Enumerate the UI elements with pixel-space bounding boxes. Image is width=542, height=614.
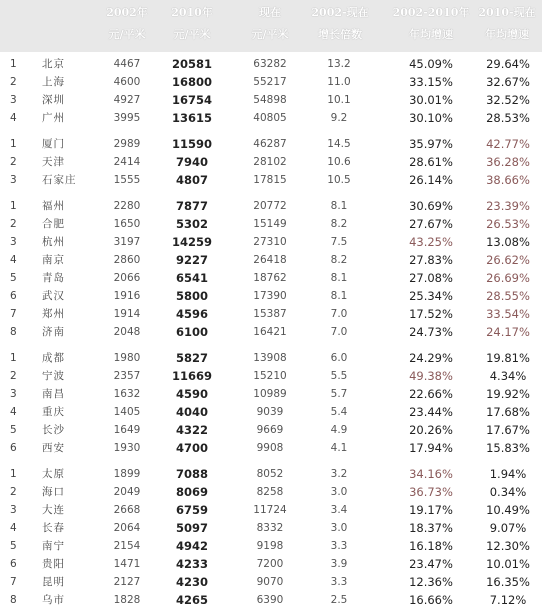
cell-city: 天津 [42, 156, 65, 168]
cell-mult: 8.2 [330, 254, 348, 266]
cell-p2002: 1916 [113, 290, 141, 302]
cell-city: 重庆 [42, 406, 65, 418]
table-row [0, 305, 542, 323]
cell-p2002: 2668 [113, 504, 141, 516]
cell-rank: 3 [10, 388, 17, 400]
cell-now: 9039 [256, 406, 284, 418]
header-growth2-line2: 年均增速 [485, 28, 529, 41]
cell-rank: 1 [10, 352, 17, 364]
header-2002 [92, 2, 162, 46]
cell-g1: 27.83% [409, 253, 453, 267]
cell-p2002: 1632 [113, 388, 141, 400]
cell-p2010: 6759 [175, 503, 208, 517]
cell-g1: 30.10% [409, 111, 453, 125]
cell-p2002: 1828 [113, 594, 141, 606]
table-row [0, 269, 542, 287]
cell-p2010: 5827 [175, 351, 208, 365]
cell-g1: 16.18% [409, 539, 453, 553]
cell-p2010: 9227 [175, 253, 208, 267]
header-now-line1: 现在 [259, 6, 281, 19]
cell-city: 乌市 [42, 594, 65, 606]
cell-city: 青岛 [42, 272, 65, 284]
cell-g1: 22.66% [409, 387, 453, 401]
cell-mult: 3.0 [330, 522, 348, 534]
table-row [0, 465, 542, 483]
header-growth-2010-now [472, 2, 542, 46]
cell-now: 8332 [256, 522, 284, 534]
table-row [0, 153, 542, 171]
cell-g2: 0.34% [489, 485, 527, 499]
cell-g2: 26.62% [486, 253, 530, 267]
tier-group [0, 132, 542, 194]
cell-g1: 36.73% [409, 485, 453, 499]
cell-mult: 3.2 [330, 468, 348, 480]
cell-rank: 5 [10, 540, 17, 552]
cell-mult: 9.2 [330, 112, 348, 124]
cell-p2002: 3197 [113, 236, 141, 248]
cell-rank: 6 [10, 290, 17, 302]
header-growth2-line1: 2010-现在 [478, 6, 536, 19]
cell-p2010: 4590 [175, 387, 208, 401]
cell-g1: 30.69% [409, 199, 453, 213]
cell-now: 15210 [253, 370, 287, 382]
cell-now: 7200 [256, 558, 284, 570]
table-header [0, 0, 542, 52]
cell-p2002: 2357 [113, 370, 141, 382]
cell-rank: 2 [10, 486, 17, 498]
cell-mult: 3.0 [330, 486, 348, 498]
cell-rank: 6 [10, 558, 17, 570]
cell-city: 济南 [42, 326, 65, 338]
tier-group [0, 346, 542, 462]
cell-g1: 20.26% [409, 423, 453, 437]
cell-g1: 19.17% [409, 503, 453, 517]
cell-p2002: 2280 [113, 200, 141, 212]
cell-mult: 10.1 [327, 94, 351, 106]
cell-p2010: 20581 [171, 57, 212, 71]
cell-city: 太原 [42, 468, 65, 480]
cell-now: 11724 [253, 504, 287, 516]
cell-mult: 3.9 [330, 558, 348, 570]
table-row [0, 591, 542, 609]
table-row [0, 385, 542, 403]
cell-city: 郑州 [42, 308, 65, 320]
cell-p2002: 2064 [113, 522, 141, 534]
cell-g1: 33.15% [409, 75, 453, 89]
cell-mult: 5.4 [330, 406, 348, 418]
cell-city: 大连 [42, 504, 65, 516]
cell-g1: 23.44% [409, 405, 453, 419]
cell-now: 15149 [253, 218, 287, 230]
cell-p2010: 5800 [175, 289, 208, 303]
table-row [0, 573, 542, 591]
header-multiple-line2: 增长倍数 [318, 28, 362, 41]
cell-p2002: 2989 [113, 138, 141, 150]
header-2010-line2: 元/平米 [173, 28, 211, 41]
cell-g2: 16.35% [486, 575, 530, 589]
cell-city: 西安 [42, 442, 65, 454]
cell-city: 南宁 [42, 540, 65, 552]
cell-g2: 4.34% [489, 369, 527, 383]
cell-p2002: 1555 [113, 174, 141, 186]
cell-p2010: 13615 [171, 111, 212, 125]
table-row [0, 349, 542, 367]
cell-g1: 35.97% [409, 137, 453, 151]
cell-rank: 3 [10, 236, 17, 248]
cell-mult: 8.2 [330, 218, 348, 230]
cell-g1: 34.16% [409, 467, 453, 481]
cell-city: 长沙 [42, 424, 65, 436]
cell-g1: 24.73% [409, 325, 453, 339]
cell-rank: 4 [10, 112, 17, 124]
cell-mult: 8.1 [330, 272, 348, 284]
cell-g2: 19.92% [486, 387, 530, 401]
cell-g1: 27.67% [409, 217, 453, 231]
cell-now: 9198 [256, 540, 284, 552]
cell-p2010: 16754 [171, 93, 212, 107]
cell-p2010: 5302 [175, 217, 208, 231]
cell-rank: 1 [10, 138, 17, 150]
cell-mult: 7.0 [330, 308, 348, 320]
cell-city: 广州 [42, 112, 65, 124]
cell-city: 成都 [42, 352, 65, 364]
cell-g1: 12.36% [409, 575, 453, 589]
header-2010-line1: 2010年 [171, 6, 213, 19]
table-row [0, 439, 542, 457]
cell-g2: 23.39% [486, 199, 530, 213]
cell-g1: 17.94% [409, 441, 453, 455]
header-growth1-line2: 年均增速 [409, 28, 453, 41]
cell-now: 55217 [253, 76, 287, 88]
cell-p2002: 2049 [113, 486, 141, 498]
cell-now: 40805 [253, 112, 287, 124]
cell-p2010: 4265 [175, 593, 208, 607]
cell-now: 8258 [256, 486, 284, 498]
cell-g1: 23.47% [409, 557, 453, 571]
cell-p2010: 7088 [175, 467, 208, 481]
header-2010 [157, 2, 227, 46]
cell-g2: 13.08% [486, 235, 530, 249]
cell-rank: 4 [10, 406, 17, 418]
table-row [0, 519, 542, 537]
cell-g1: 17.52% [409, 307, 453, 321]
cell-mult: 5.7 [330, 388, 348, 400]
cell-p2002: 2048 [113, 326, 141, 338]
cell-g2: 12.30% [486, 539, 530, 553]
cell-g2: 24.17% [486, 325, 530, 339]
cell-g2: 7.12% [489, 593, 527, 607]
cell-g1: 26.14% [409, 173, 453, 187]
cell-g2: 33.54% [486, 307, 530, 321]
cell-rank: 4 [10, 522, 17, 534]
cell-p2010: 4233 [175, 557, 208, 571]
cell-mult: 3.3 [330, 576, 348, 588]
header-2002-line1: 2002年 [106, 6, 148, 19]
cell-rank: 2 [10, 156, 17, 168]
table-row [0, 501, 542, 519]
cell-mult: 6.0 [330, 352, 348, 364]
cell-g2: 32.67% [486, 75, 530, 89]
cell-g2: 28.55% [486, 289, 530, 303]
header-now-line2: 元/平米 [251, 28, 289, 41]
table-row [0, 109, 542, 127]
header-multiple [305, 2, 375, 46]
cell-g2: 10.01% [486, 557, 530, 571]
cell-g1: 27.08% [409, 271, 453, 285]
cell-g2: 32.52% [486, 93, 530, 107]
cell-now: 16421 [253, 326, 287, 338]
cell-mult: 4.9 [330, 424, 348, 436]
table-row [0, 287, 542, 305]
cell-g2: 28.53% [486, 111, 530, 125]
cell-g2: 29.64% [486, 57, 530, 71]
cell-p2010: 7940 [175, 155, 208, 169]
cell-city: 海口 [42, 486, 65, 498]
table-row [0, 73, 542, 91]
cell-rank: 8 [10, 326, 17, 338]
cell-rank: 4 [10, 254, 17, 266]
cell-now: 63282 [253, 58, 287, 70]
table-row [0, 135, 542, 153]
cell-p2002: 4467 [113, 58, 141, 70]
cell-p2010: 4230 [175, 575, 208, 589]
table-row [0, 483, 542, 501]
cell-p2002: 1650 [113, 218, 141, 230]
cell-mult: 8.1 [330, 290, 348, 302]
cell-p2002: 2860 [113, 254, 141, 266]
cell-g2: 17.68% [486, 405, 530, 419]
cell-city: 福州 [42, 200, 65, 212]
cell-p2002: 1980 [113, 352, 141, 364]
cell-now: 15387 [253, 308, 287, 320]
cell-rank: 7 [10, 308, 17, 320]
cell-p2002: 4927 [113, 94, 141, 106]
cell-g2: 19.81% [486, 351, 530, 365]
cell-rank: 8 [10, 594, 17, 606]
tier-group [0, 194, 542, 346]
table-row [0, 233, 542, 251]
cell-now: 26418 [253, 254, 287, 266]
table-row [0, 537, 542, 555]
cell-rank: 2 [10, 218, 17, 230]
header-now [235, 2, 305, 46]
cell-p2002: 2127 [113, 576, 141, 588]
cell-now: 10989 [253, 388, 287, 400]
cell-now: 28102 [253, 156, 287, 168]
cell-now: 20772 [253, 200, 287, 212]
cell-city: 上海 [42, 76, 65, 88]
cell-now: 18762 [253, 272, 287, 284]
cell-g1: 49.38% [409, 369, 453, 383]
cell-mult: 5.5 [330, 370, 348, 382]
price-table [0, 52, 542, 614]
cell-now: 46287 [253, 138, 287, 150]
cell-p2010: 6100 [175, 325, 208, 339]
cell-rank: 6 [10, 442, 17, 454]
cell-g2: 15.83% [486, 441, 530, 455]
cell-city: 厦门 [42, 138, 65, 150]
cell-p2002: 1930 [113, 442, 141, 454]
header-growth1-line1: 2002-2010年 [392, 6, 470, 19]
cell-mult: 13.2 [327, 58, 351, 70]
cell-rank: 1 [10, 200, 17, 212]
cell-g2: 10.49% [486, 503, 530, 517]
cell-city: 合肥 [42, 218, 65, 230]
table-row [0, 323, 542, 341]
cell-city: 昆明 [42, 576, 65, 588]
cell-mult: 10.6 [327, 156, 351, 168]
cell-g2: 26.53% [486, 217, 530, 231]
cell-rank: 2 [10, 370, 17, 382]
cell-g1: 30.01% [409, 93, 453, 107]
cell-mult: 3.3 [330, 540, 348, 552]
cell-p2010: 4322 [175, 423, 208, 437]
cell-g2: 1.94% [489, 467, 527, 481]
cell-p2010: 4700 [175, 441, 208, 455]
table-row [0, 367, 542, 385]
cell-mult: 7.0 [330, 326, 348, 338]
header-growth-2002-2010 [381, 2, 481, 46]
cell-p2010: 16800 [171, 75, 212, 89]
cell-g1: 43.25% [409, 235, 453, 249]
cell-rank: 3 [10, 94, 17, 106]
table-row [0, 91, 542, 109]
cell-p2010: 6541 [175, 271, 208, 285]
cell-g1: 18.37% [409, 521, 453, 535]
cell-g1: 45.09% [409, 57, 453, 71]
cell-city: 石家庄 [42, 174, 77, 186]
cell-now: 27310 [253, 236, 287, 248]
cell-g2: 38.66% [486, 173, 530, 187]
cell-rank: 7 [10, 576, 17, 588]
cell-p2010: 4807 [175, 173, 208, 187]
cell-city: 北京 [42, 58, 65, 70]
cell-city: 杭州 [42, 236, 65, 248]
cell-p2002: 2066 [113, 272, 141, 284]
cell-now: 13908 [253, 352, 287, 364]
cell-p2002: 1914 [113, 308, 141, 320]
cell-p2010: 4040 [175, 405, 208, 419]
cell-city: 南昌 [42, 388, 65, 400]
cell-mult: 10.5 [327, 174, 351, 186]
cell-g2: 17.67% [486, 423, 530, 437]
cell-mult: 7.5 [330, 236, 348, 248]
cell-g1: 25.34% [409, 289, 453, 303]
cell-rank: 5 [10, 272, 17, 284]
cell-p2010: 4942 [175, 539, 208, 553]
cell-p2010: 11590 [171, 137, 212, 151]
tier-group [0, 462, 542, 614]
cell-g1: 16.66% [409, 593, 453, 607]
cell-rank: 5 [10, 424, 17, 436]
cell-city: 深圳 [42, 94, 65, 106]
cell-mult: 4.1 [330, 442, 348, 454]
cell-g2: 26.69% [486, 271, 530, 285]
header-2002-line2: 元/平米 [108, 28, 146, 41]
cell-now: 17390 [253, 290, 287, 302]
cell-rank: 3 [10, 504, 17, 516]
cell-now: 54898 [253, 94, 287, 106]
cell-g1: 28.61% [409, 155, 453, 169]
cell-city: 武汉 [42, 290, 65, 302]
cell-p2002: 1899 [113, 468, 141, 480]
cell-p2002: 2414 [113, 156, 141, 168]
cell-now: 8052 [256, 468, 284, 480]
cell-p2010: 14259 [171, 235, 212, 249]
cell-city: 南京 [42, 254, 65, 266]
cell-g2: 42.77% [486, 137, 530, 151]
cell-now: 17815 [253, 174, 287, 186]
table-row [0, 251, 542, 269]
table-row [0, 403, 542, 421]
cell-p2002: 2154 [113, 540, 141, 552]
table-row [0, 421, 542, 439]
cell-mult: 3.4 [330, 504, 348, 516]
cell-g2: 36.28% [486, 155, 530, 169]
cell-p2002: 4600 [113, 76, 141, 88]
cell-mult: 8.1 [330, 200, 348, 212]
tier-group [0, 52, 542, 132]
cell-city: 宁波 [42, 370, 65, 382]
cell-g2: 9.07% [489, 521, 527, 535]
cell-p2010: 5097 [175, 521, 208, 535]
cell-now: 9908 [256, 442, 284, 454]
cell-p2010: 11669 [171, 369, 212, 383]
table-row [0, 55, 542, 73]
cell-now: 6390 [256, 594, 284, 606]
cell-mult: 14.5 [327, 138, 351, 150]
cell-rank: 3 [10, 174, 17, 186]
table-row [0, 555, 542, 573]
cell-rank: 1 [10, 468, 17, 480]
cell-city: 贵阳 [42, 558, 65, 570]
cell-now: 9669 [256, 424, 284, 436]
header-multiple-line1: 2002-现在 [311, 6, 369, 19]
cell-p2002: 3995 [113, 112, 141, 124]
cell-p2010: 4596 [175, 307, 208, 321]
cell-mult: 11.0 [327, 76, 351, 88]
cell-p2002: 1649 [113, 424, 141, 436]
cell-p2002: 1405 [113, 406, 141, 418]
cell-g1: 24.29% [409, 351, 453, 365]
table-row [0, 171, 542, 189]
cell-rank: 1 [10, 58, 17, 70]
cell-mult: 2.5 [330, 594, 348, 606]
cell-p2010: 7877 [175, 199, 208, 213]
cell-now: 9070 [256, 576, 284, 588]
table-row [0, 215, 542, 233]
table-row [0, 197, 542, 215]
cell-rank: 2 [10, 76, 17, 88]
cell-p2010: 8069 [175, 485, 208, 499]
cell-p2002: 1471 [113, 558, 141, 570]
cell-city: 长春 [42, 522, 65, 534]
